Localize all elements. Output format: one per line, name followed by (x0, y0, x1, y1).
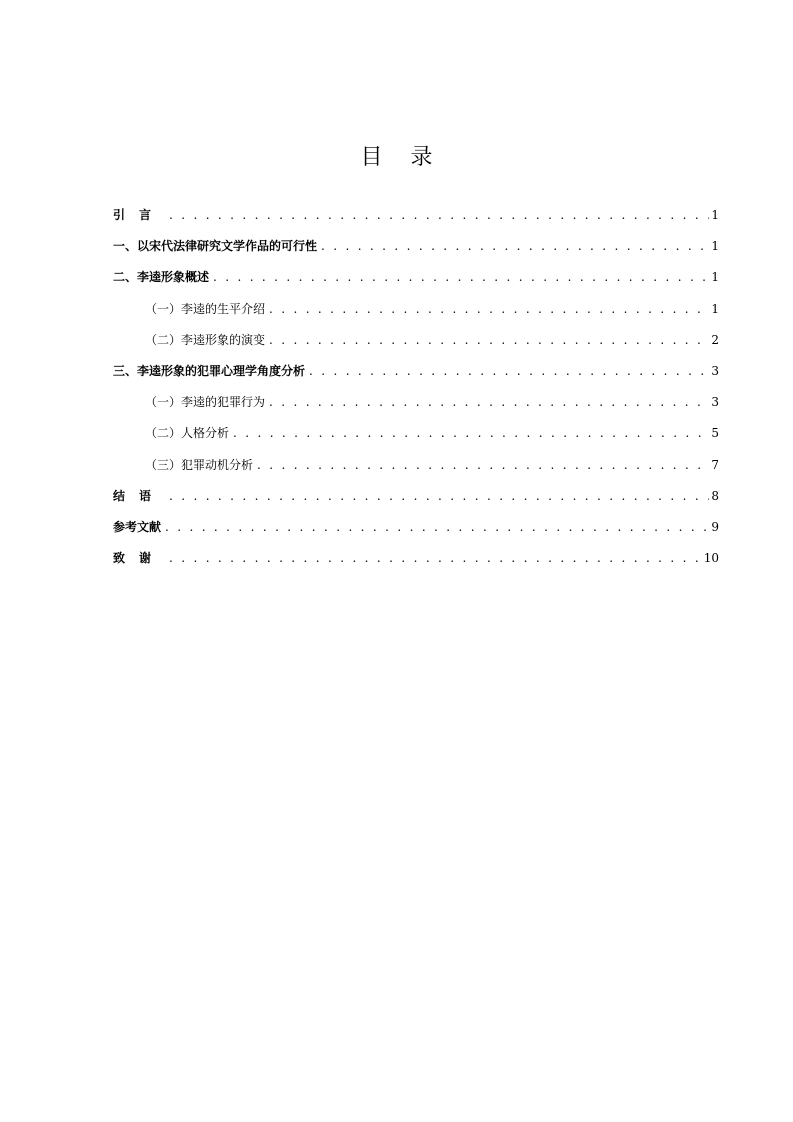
toc-entry-label: 三、李逵形象的犯罪心理学角度分析 (113, 363, 306, 378)
toc-page-number: 10 (703, 551, 719, 566)
page-title: 目录 (360, 145, 461, 170)
table-of-contents (113, 205, 719, 579)
toc-entry-label: （一）李逵的生平介绍 (145, 301, 266, 316)
toc-dot-leader (213, 267, 709, 287)
toc-page-number: 1 (711, 239, 719, 254)
toc-dot-leader (169, 548, 702, 568)
toc-page-number: 3 (711, 395, 719, 410)
toc-entry-chapter-2[interactable] (113, 267, 719, 298)
toc-entry-chapter-1[interactable] (113, 236, 719, 267)
toc-page-number: 1 (711, 208, 719, 222)
toc-entry-label: （二）人格分析 (145, 426, 230, 441)
toc-page-number: 3 (711, 363, 719, 378)
toc-page-number: 2 (711, 332, 719, 347)
toc-entry-label: 二、李逵形象概述 (113, 270, 210, 285)
toc-entry-section-2-2[interactable] (113, 330, 719, 361)
toc-entry-introduction[interactable] (113, 205, 719, 236)
toc-page-number: 8 (711, 488, 719, 503)
toc-dot-leader (269, 392, 709, 412)
toc-entry-label: 引言 (113, 208, 166, 222)
toc-page-number: 5 (711, 426, 719, 441)
toc-entry-label: （二）李逵形象的演变 (145, 332, 266, 347)
toc-dot-leader (309, 361, 709, 381)
toc-entry-section-2-1[interactable] (113, 299, 719, 330)
toc-page-number: 9 (711, 519, 719, 534)
toc-page-number: 1 (711, 301, 719, 316)
toc-dot-leader (257, 455, 709, 475)
toc-entry-label: （一）李逵的犯罪行为 (145, 395, 266, 410)
toc-entry-references[interactable] (113, 517, 719, 548)
toc-entry-label: 结语 (113, 488, 166, 503)
toc-entry-label: 参考文献 (113, 519, 162, 534)
toc-page-number: 1 (711, 270, 719, 285)
toc-entry-chapter-3[interactable] (113, 361, 719, 392)
toc-dot-leader (269, 330, 709, 350)
toc-dot-leader (169, 486, 709, 506)
toc-dot-leader (165, 517, 709, 537)
toc-dot-leader (169, 205, 709, 225)
toc-entry-label: 致谢 (113, 551, 166, 566)
toc-entry-section-3-2[interactable] (113, 423, 719, 454)
toc-dot-leader (321, 236, 709, 256)
toc-entry-section-3-1[interactable] (113, 392, 719, 423)
toc-entry-section-3-3[interactable] (113, 455, 719, 486)
toc-dot-leader (233, 423, 709, 443)
toc-dot-leader (269, 299, 709, 319)
toc-entry-conclusion[interactable] (113, 486, 719, 517)
toc-entry-acknowledgements[interactable] (113, 548, 719, 579)
toc-entry-label: 一、以宋代法律研究文学作品的可行性 (113, 239, 318, 254)
toc-entry-label: （三）犯罪动机分析 (145, 457, 254, 472)
toc-page-number: 7 (711, 457, 719, 472)
